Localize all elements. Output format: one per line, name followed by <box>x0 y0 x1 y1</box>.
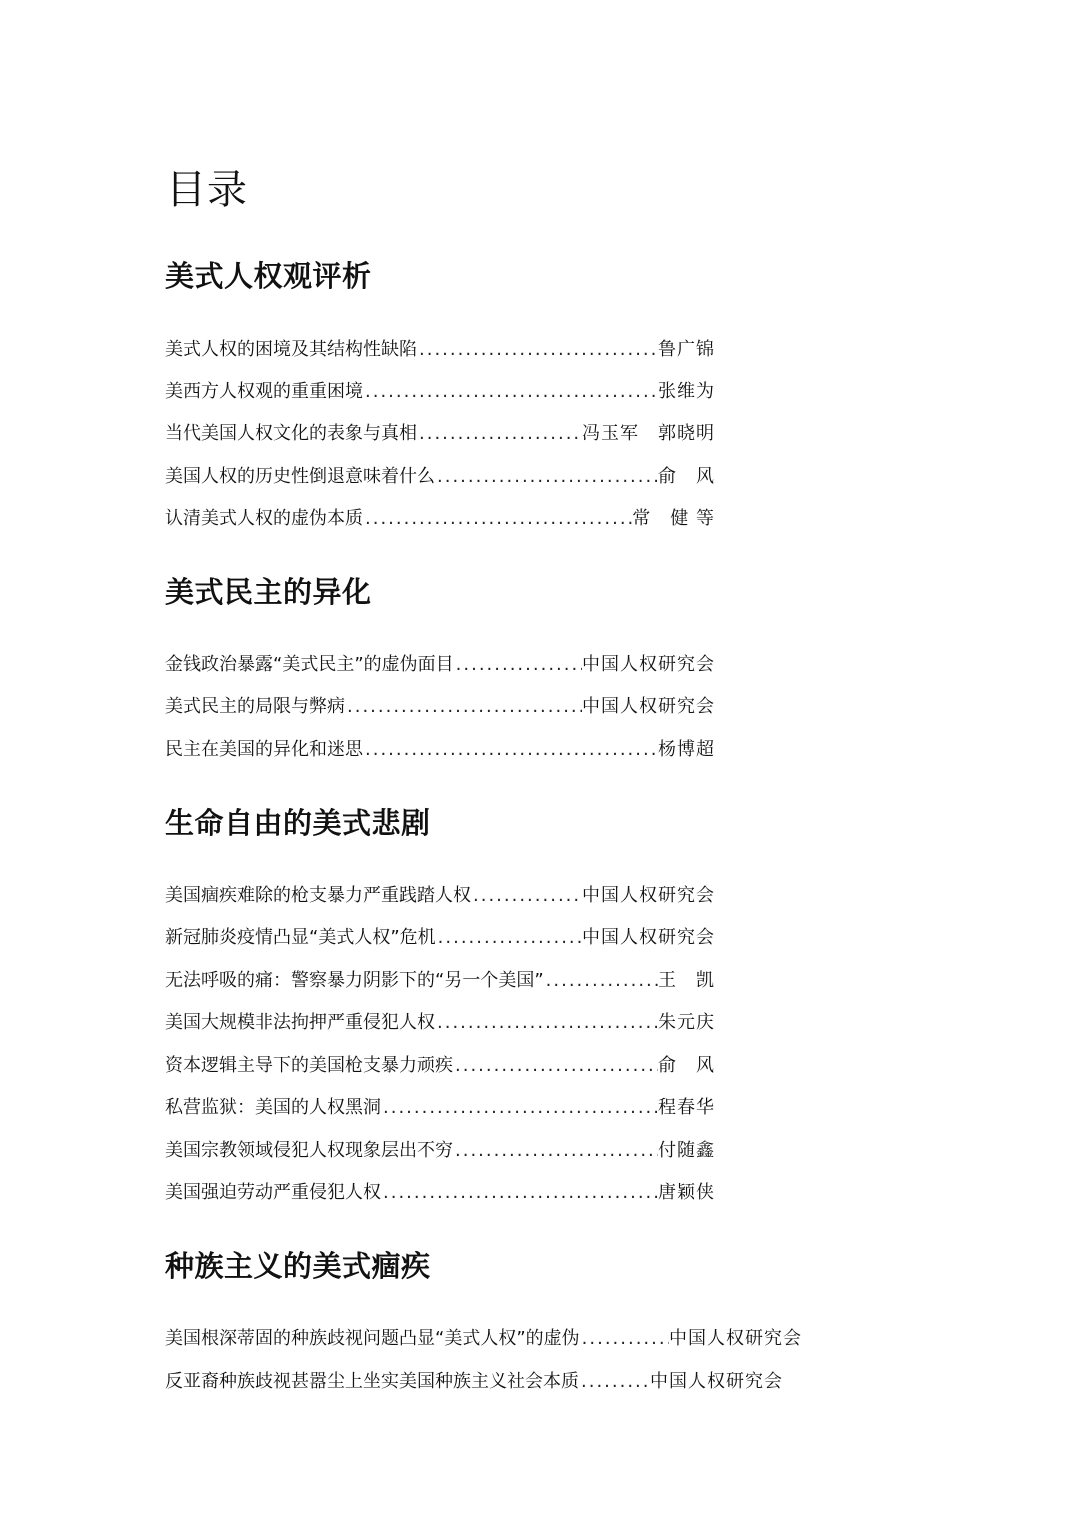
toc-entry[interactable] <box>165 1052 715 1080</box>
toc-entry[interactable] <box>165 1179 715 1207</box>
entry-title: 美西方人权观的重重困境 <box>165 381 363 402</box>
toc-entry[interactable] <box>165 651 715 679</box>
toc-entry[interactable] <box>165 463 715 491</box>
toc-entry[interactable] <box>165 1094 715 1122</box>
entry-title: 美国宗教领域侵犯人权现象层出不穷 <box>165 1140 453 1161</box>
dot-leader <box>471 882 582 910</box>
dot-leader <box>363 736 658 764</box>
dot-leader <box>453 1052 658 1080</box>
toc-title: 目录 <box>166 167 248 213</box>
entry-author: 中国人权研究会 <box>669 1328 802 1349</box>
dot-leader <box>363 505 632 533</box>
entry-author: 常 健 等 <box>632 508 715 529</box>
entry-author: 程春华 <box>658 1097 715 1118</box>
entry-title: 金钱政治暴露“美式民主”的虚伪面目 <box>165 654 454 675</box>
entry-title: 美国强迫劳动严重侵犯人权 <box>165 1182 381 1203</box>
dot-leader <box>345 693 582 721</box>
toc-entry[interactable] <box>165 1325 802 1353</box>
entry-author: 俞 风 <box>658 1055 715 1076</box>
entry-title: 美式人权的困境及其结构性缺陷 <box>165 339 417 360</box>
toc-entry[interactable] <box>165 1137 715 1165</box>
toc-entry[interactable] <box>165 924 715 952</box>
toc-entry[interactable] <box>165 505 715 533</box>
dot-leader <box>454 651 582 679</box>
entry-title: 美式民主的局限与弊病 <box>165 696 345 717</box>
entry-author: 中国人权研究会 <box>582 654 715 675</box>
dot-leader <box>580 1325 669 1353</box>
toc-entry[interactable] <box>165 882 715 910</box>
dot-leader <box>363 378 658 406</box>
section-heading: 生命自由的美式悲剧 <box>165 806 431 840</box>
dot-leader <box>381 1179 658 1207</box>
dot-leader <box>417 336 658 364</box>
toc-entry[interactable] <box>165 420 715 448</box>
entry-author: 朱元庆 <box>658 1012 715 1033</box>
dot-leader <box>544 967 658 995</box>
dot-leader <box>435 1009 658 1037</box>
entry-author: 张维为 <box>658 381 715 402</box>
section-heading: 美式民主的异化 <box>165 575 372 609</box>
entry-author: 王 凯 <box>658 970 715 991</box>
entry-title: 美国痼疾难除的枪支暴力严重践踏人权 <box>165 885 471 906</box>
entry-author: 唐颖侠 <box>658 1182 715 1203</box>
dot-leader <box>436 924 582 952</box>
entry-author: 中国人权研究会 <box>582 885 715 906</box>
entry-author: 俞 风 <box>658 466 715 487</box>
entry-title: 认清美式人权的虚伪本质 <box>165 508 363 529</box>
entry-author: 冯玉军 郭晓明 <box>582 423 715 444</box>
dot-leader <box>453 1137 658 1165</box>
dot-leader <box>381 1094 658 1122</box>
entry-title: 美国大规模非法拘押严重侵犯人权 <box>165 1012 435 1033</box>
toc-entry[interactable] <box>165 336 715 364</box>
entry-title: 美国根深蒂固的种族歧视问题凸显“美式人权”的虚伪 <box>165 1328 580 1349</box>
entry-title: 民主在美国的异化和迷思 <box>165 739 363 760</box>
dot-leader <box>579 1368 650 1396</box>
entry-title: 资本逻辑主导下的美国枪支暴力顽疾 <box>165 1055 453 1076</box>
dot-leader <box>417 420 582 448</box>
entry-author: 杨博超 <box>658 739 715 760</box>
entry-title: 新冠肺炎疫情凸显“美式人权”危机 <box>165 927 436 948</box>
toc-entry[interactable] <box>165 693 715 721</box>
dot-leader <box>435 463 658 491</box>
entry-title: 反亚裔种族歧视甚嚣尘上坐实美国种族主义社会本质 <box>165 1371 579 1392</box>
entry-author: 中国人权研究会 <box>650 1371 783 1392</box>
entry-author: 中国人权研究会 <box>582 927 715 948</box>
entry-author: 付随鑫 <box>658 1140 715 1161</box>
toc-entry[interactable] <box>165 378 715 406</box>
toc-entry[interactable] <box>165 736 715 764</box>
entry-title: 美国人权的历史性倒退意味着什么 <box>165 466 435 487</box>
toc-entry[interactable] <box>165 1009 715 1037</box>
toc-entry[interactable] <box>165 967 715 995</box>
section-heading: 美式人权观评析 <box>165 259 372 293</box>
section-heading: 种族主义的美式痼疾 <box>165 1249 431 1283</box>
entry-title: 私营监狱：美国的人权黑洞 <box>165 1097 381 1118</box>
entry-author: 中国人权研究会 <box>582 696 715 717</box>
entry-author: 鲁广锦 <box>658 339 715 360</box>
toc-entry[interactable] <box>165 1368 783 1396</box>
entry-title: 当代美国人权文化的表象与真相 <box>165 423 417 444</box>
entry-title: 无法呼吸的痛：警察暴力阴影下的“另一个美国” <box>165 970 544 991</box>
